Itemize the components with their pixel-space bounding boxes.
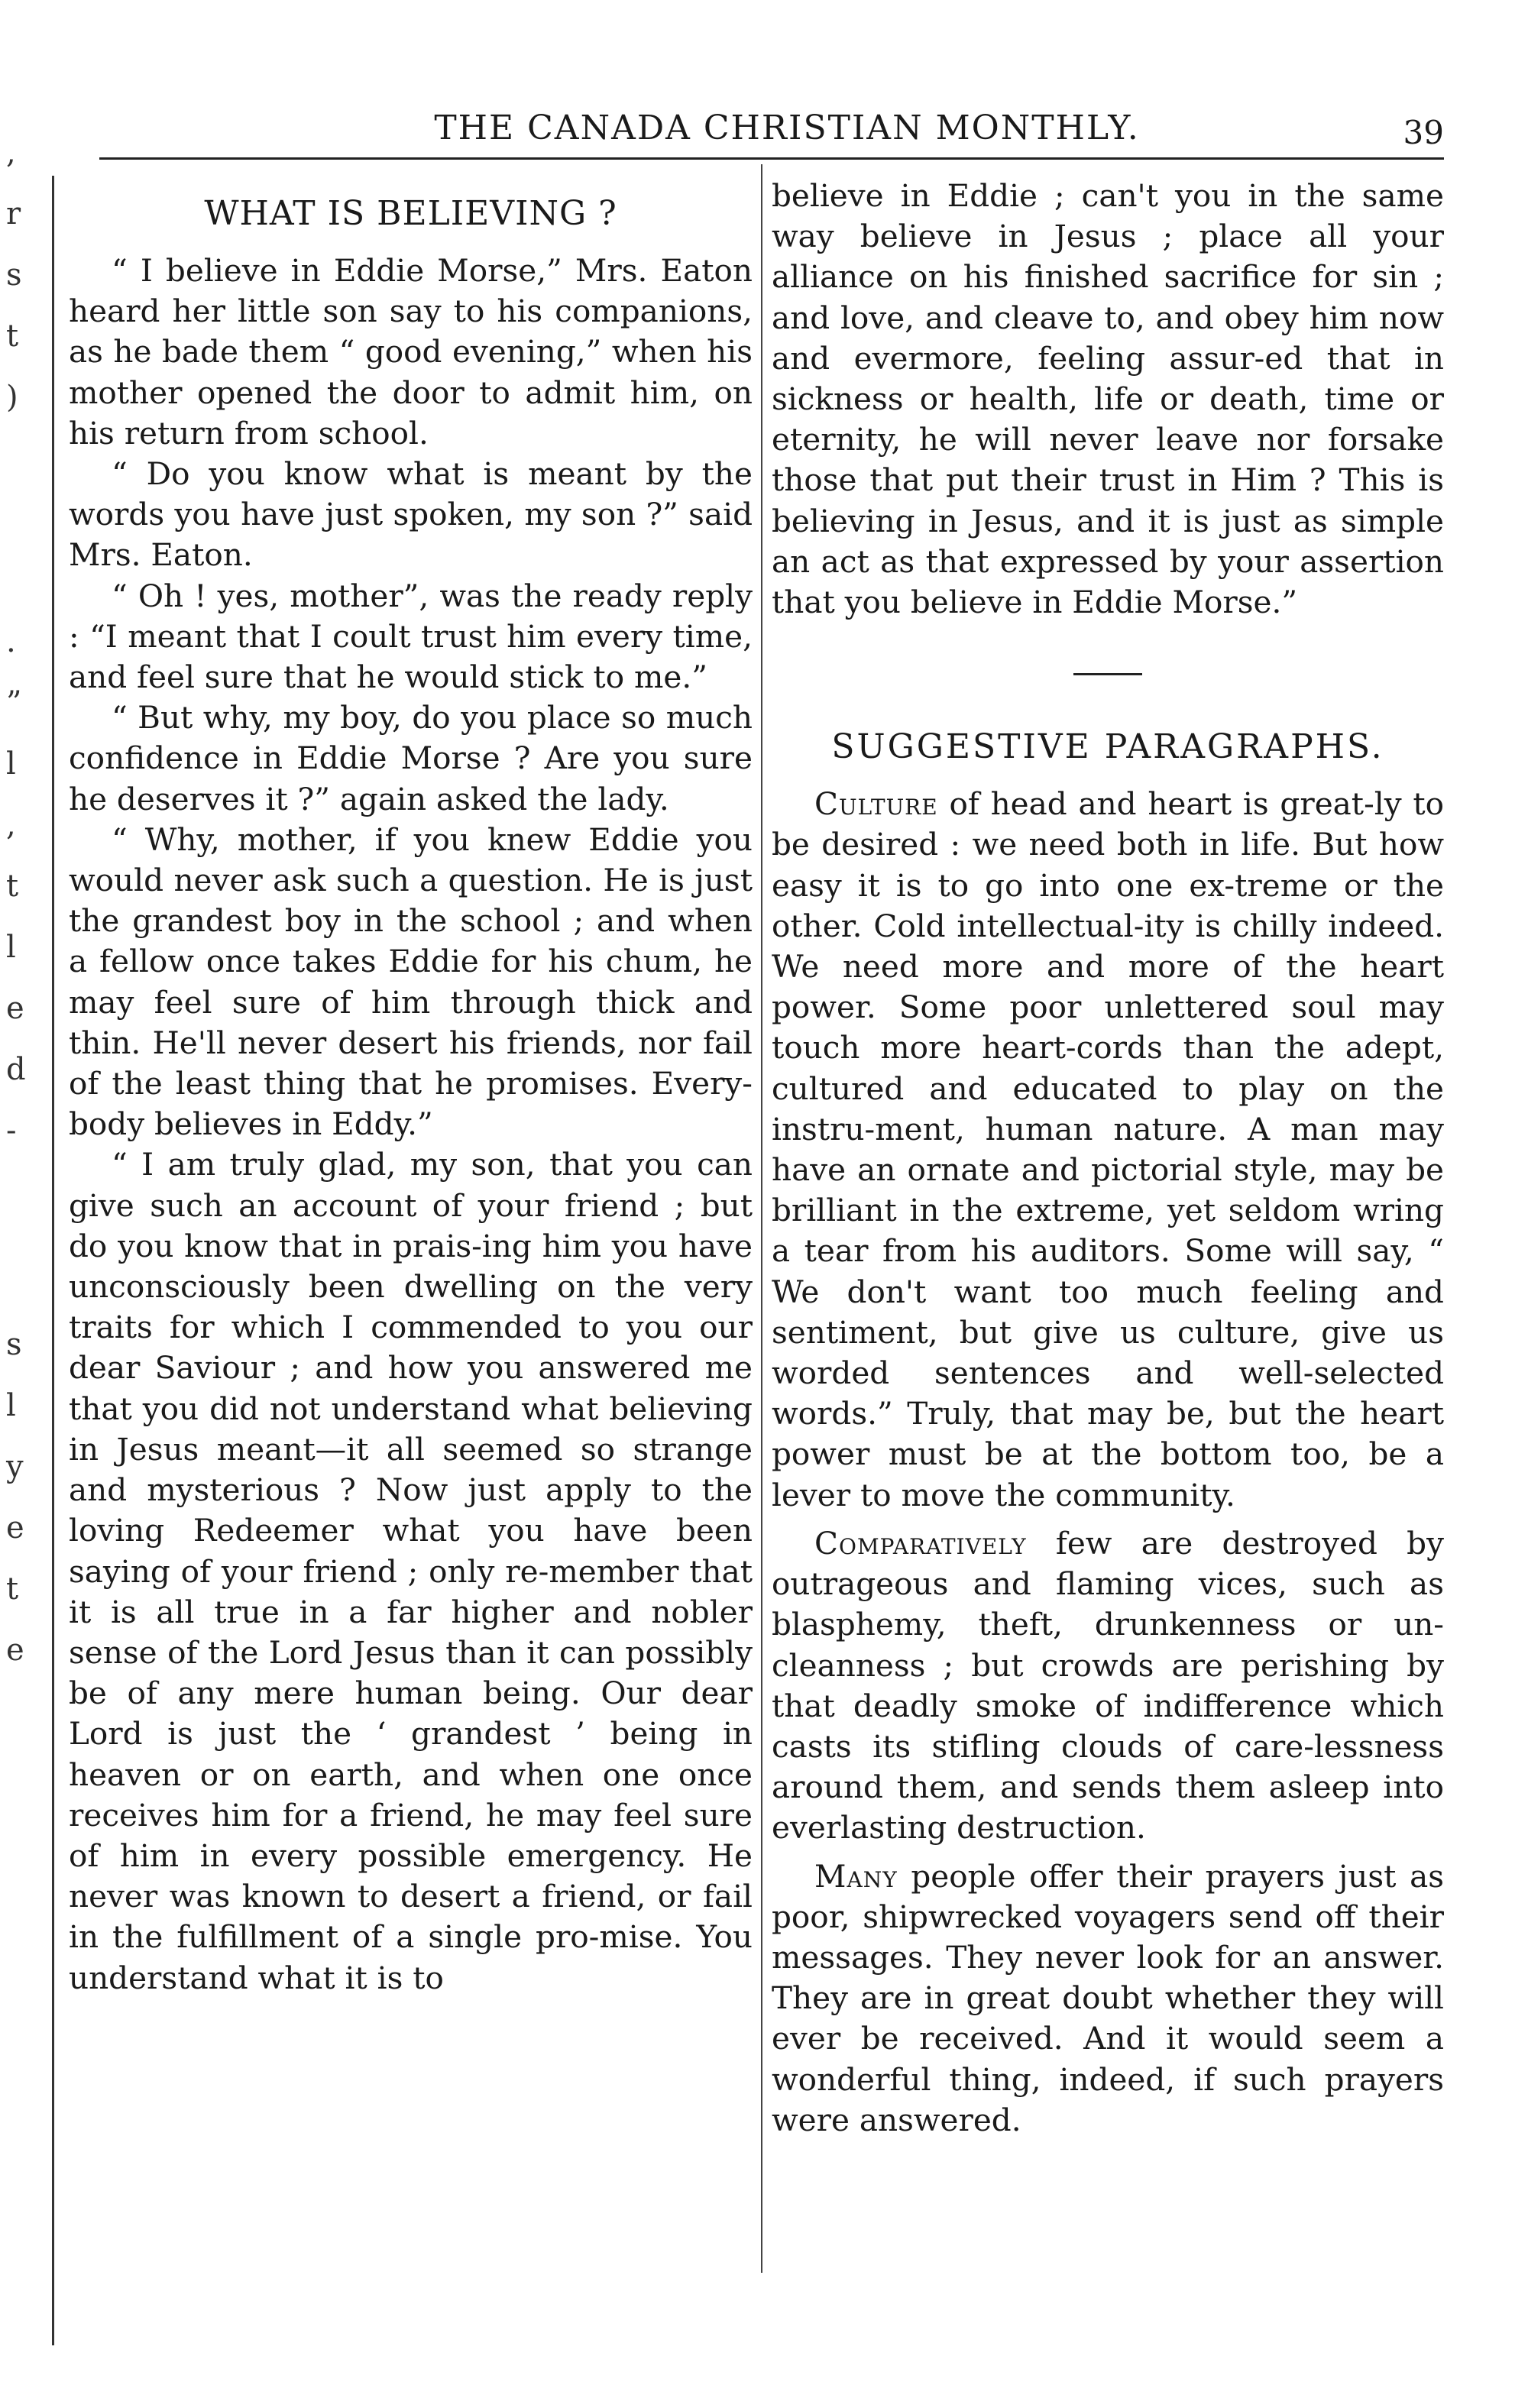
left-margin-bleed [6, 122, 41, 2338]
margin-fragment: s [6, 1327, 22, 1362]
margin-fragment: t [6, 1571, 19, 1607]
margin-fragment: ” [6, 685, 22, 720]
margin-fragment: , [6, 808, 16, 843]
margin-fragment: e [6, 1510, 24, 1545]
binding-rule [52, 176, 54, 2345]
header-rule [99, 157, 1444, 160]
margin-fragment: l [6, 930, 16, 965]
paragraph-text: people offer their prayers just as poor, shipwrecked voyagers send off their messages. They never look for an answer. They are in great doubt whether they will ever be received. And it would seem a wonderful thing, indeed, if such prayers were answered. [772, 1857, 1444, 2138]
margin-fragment: s [6, 257, 22, 293]
article-paragraph: “ Why, mother, if you knew Eddie you would never ask such a question. He is just the grandest boy in the school ; and when a fellow once takes Eddie for his chum, he may feel sure of him through thick and thin. He'll never desert his friends, nor fail of the least thing that he promises. Every-body believes in Eddy.” [69, 820, 753, 1143]
margin-fragment: ) [6, 380, 18, 415]
article-paragraph: “ I am truly glad, my son, that you can give such an account of your friend ; but do you know that in prais-ing him you have unconsciously been dwelling on the very traits for which I commended to you our dear Saviour ; and how you answered me that you did not understand what believing in Jesus meant—it all seemed so strange and mysterious ? Now just apply to the loving Redeemer what you have been saying of your friend ; only re-member that it is all true in a far higher and nobler sense of the Lord Jesus than it can possibly be of any mere human being. Our dear Lord is just the ‘ grandest ’ being in heaven or on earth, and when one once receives him for a friend, he may feel sure of him in every possible emergency. He never was known to desert a friend, or fail in the fulfillment of a single pro-mise. You understand what it is to [69, 1146, 753, 1996]
lead-word: Many [814, 1857, 898, 1895]
margin-fragment: - [6, 1113, 17, 1148]
margin-fragment: r [6, 196, 21, 231]
section-title: SUGGESTIVE PARAGRAPHS. [831, 727, 1384, 767]
margin-fragment: d [6, 1052, 26, 1087]
margin-fragment: e [6, 991, 24, 1026]
article-continuation: believe in Eddie ; can't you in the same way believe in Jesus ; place all your alliance on his finished sacrifice for sin ; and love, and cleave to, and obey him now and evermore, feeling assur-ed that in sickness or health, life or death, time or eternity, he will never leave nor forsake those that put their trust in Him ? This is believing in Jesus, and it is just as simple an act as that expressed by your assertion that you believe in Eddie Morse.” [772, 177, 1444, 621]
right-column [772, 176, 1444, 2141]
paragraph-text: of head and heart is great-ly to be desired : we need both in life. But how easy it is to go into one ex-treme or the other. Cold intellectual-ity is chilly indeed. We need more and more of the heart power. Some poor unlettered soul may touch more heart-cords than the adept, cultured and educated to play on the instru-ment, human nature. A man may have an ornate and pictorial style, may be brilliant in the extreme, yet seldom wring a tear from his auditors. Some will say, “ We don't want too much feeling and sentiment, but give us culture, give us worded sentences and well-selected words.” Truly, that may be, but the heart power must be at the bottom too, be a lever to move the community. [772, 785, 1444, 1513]
suggestive-paragraph [772, 1856, 1444, 2141]
column-divider [761, 164, 762, 2273]
margin-fragment: y [6, 1449, 24, 1484]
lead-word: Culture [814, 785, 938, 823]
margin-fragment: . [6, 624, 16, 659]
margin-fragment: l [6, 1388, 16, 1423]
lead-word: Comparatively [814, 1524, 1027, 1562]
article-paragraph: “ But why, my boy, do you place so much confidence in Eddie Morse ? Are you sure he deserves it ?” again asked the lady. [69, 699, 753, 817]
article-paragraph: “ Do you know what is meant by the words you have just spoken, my son ?” said Mrs. Eaton. [69, 455, 753, 574]
suggestive-paragraph [772, 784, 1444, 1516]
margin-fragment: e [6, 1633, 24, 1668]
article-paragraph: “ Oh ! yes, mother”, was the ready reply : “I meant that I coult trust him every time, and feel sure that he would stick to me.” [69, 577, 753, 696]
margin-fragment: t [6, 319, 19, 354]
margin-fragment: t [6, 869, 19, 904]
margin-fragment: l [6, 746, 16, 782]
article-paragraph: “ I believe in Eddie Morse,” Mrs. Eaton heard her little son say to his companions, as he bade them “ good evening,” when his mother opened the door to admit him, on his return from school. [69, 252, 753, 452]
section-divider [1073, 673, 1142, 675]
paragraph-text: few are destroyed by outrageous and flaming vices, such as blasphemy, theft, drunkenness or un-cleanness ; but crowds are perishing by that deadly smoke of indifference which casts its stifling clouds of care-lessness around them, and sends them asleep into everlasting destruction. [772, 1524, 1444, 1846]
page-number: 39 [1403, 114, 1444, 151]
suggestive-paragraph [772, 1523, 1444, 1849]
article-title: WHAT IS BELIEVING ? [204, 194, 617, 233]
left-column [69, 176, 753, 1999]
margin-fragment: , [6, 135, 16, 170]
running-title: THE CANADA CHRISTIAN MONTHLY. [434, 108, 1140, 147]
